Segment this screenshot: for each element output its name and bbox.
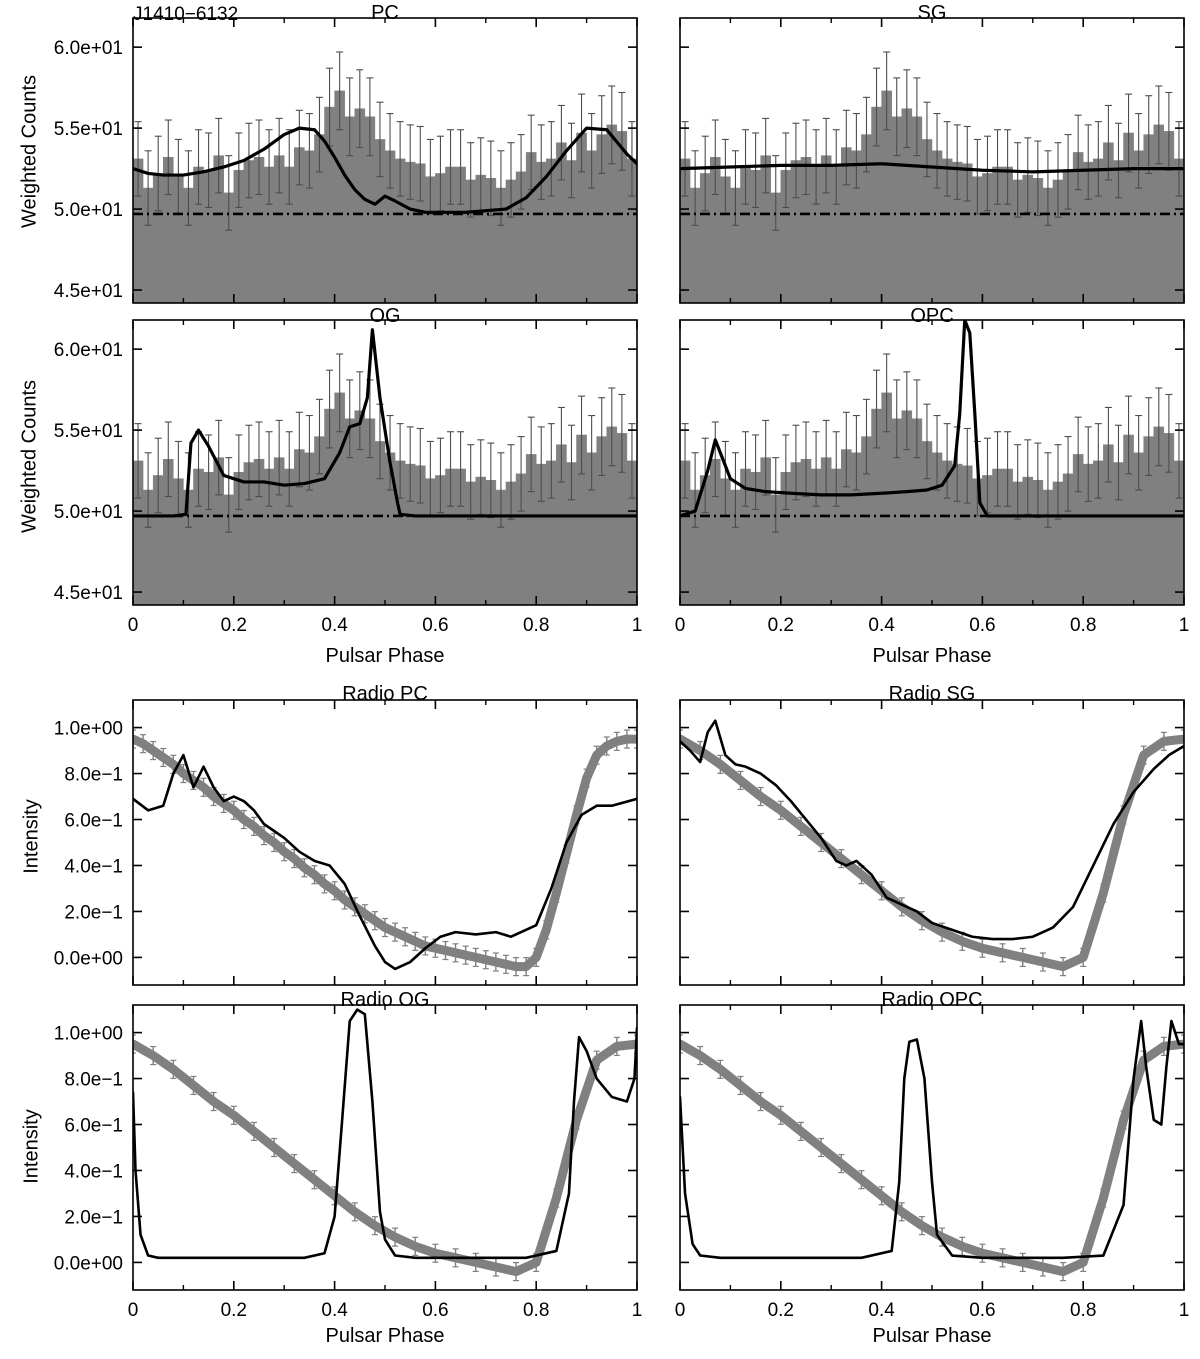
svg-text:0.2: 0.2 (767, 615, 795, 636)
svg-text:1: 1 (1178, 615, 1190, 636)
x-axis-label-right-bottom: Pulsar Phase (872, 1325, 992, 1347)
y-axis-label-intensity-2: Intensity (20, 1109, 43, 1184)
svg-text:5.5e+01: 5.5e+01 (53, 421, 123, 443)
svg-text:2.0e−1: 2.0e−1 (64, 902, 123, 924)
svg-text:4.0e−1: 4.0e−1 (64, 1161, 123, 1183)
svg-text:0: 0 (127, 1300, 139, 1321)
svg-text:1.0e+00: 1.0e+00 (53, 1023, 123, 1045)
svg-text:1.0e+00: 1.0e+00 (53, 718, 123, 740)
x-axis-label-left-top: Pulsar Phase (325, 645, 445, 667)
svg-text:8.0e−1: 8.0e−1 (64, 764, 123, 786)
svg-text:5.0e+01: 5.0e+01 (53, 502, 123, 524)
source-name-label: J1410−6132 (133, 4, 239, 25)
svg-text:0.8: 0.8 (1069, 615, 1097, 636)
svg-text:0.6: 0.6 (422, 1300, 449, 1321)
y-axis-label-counts-1: Weighted Counts (18, 74, 41, 229)
y-axis-label-intensity-1: Intensity (20, 799, 43, 874)
svg-text:4.0e−1: 4.0e−1 (64, 856, 123, 878)
svg-text:0.8: 0.8 (522, 615, 550, 636)
svg-text:1: 1 (631, 1300, 643, 1321)
svg-text:0.4: 0.4 (321, 615, 348, 636)
svg-text:0.6: 0.6 (969, 615, 996, 636)
svg-text:0.4: 0.4 (868, 1300, 895, 1321)
svg-text:8.0e−1: 8.0e−1 (64, 1069, 123, 1091)
x-axis-label-left-bottom: Pulsar Phase (325, 1325, 445, 1347)
svg-text:0.4: 0.4 (321, 1300, 348, 1321)
svg-text:0.8: 0.8 (522, 1300, 550, 1321)
svg-text:6.0e+01: 6.0e+01 (53, 38, 123, 60)
svg-text:4.5e+01: 4.5e+01 (53, 281, 123, 303)
svg-text:0.2: 0.2 (220, 615, 248, 636)
svg-text:4.5e+01: 4.5e+01 (53, 583, 123, 605)
svg-text:6.0e−1: 6.0e−1 (64, 810, 123, 832)
svg-text:0.0e+00: 0.0e+00 (53, 948, 123, 970)
panel-title-pc: PC (371, 2, 399, 24)
svg-text:0.2: 0.2 (220, 1300, 248, 1321)
svg-text:0.8: 0.8 (1069, 1300, 1097, 1321)
panel-title-opc: OPC (910, 305, 954, 327)
svg-text:0.4: 0.4 (868, 615, 895, 636)
svg-text:6.0e+01: 6.0e+01 (53, 340, 123, 362)
panel-title-og: OG (369, 305, 401, 327)
svg-text:1: 1 (631, 615, 643, 636)
svg-text:0: 0 (127, 615, 139, 636)
svg-text:1: 1 (1178, 1300, 1190, 1321)
svg-text:5.0e+01: 5.0e+01 (53, 200, 123, 222)
panel-title-radio-og: Radio OG (340, 989, 430, 1011)
panel-title-radio-pc: Radio PC (342, 683, 428, 705)
svg-text:0.2: 0.2 (767, 1300, 795, 1321)
y-axis-label-counts-2: Weighted Counts (18, 379, 41, 534)
svg-text:5.5e+01: 5.5e+01 (53, 119, 123, 141)
svg-text:0: 0 (674, 615, 686, 636)
svg-text:0: 0 (674, 1300, 686, 1321)
x-axis-label-right-top: Pulsar Phase (872, 645, 992, 667)
panel-title-radio-opc: Radio OPC (881, 989, 983, 1011)
svg-text:6.0e−1: 6.0e−1 (64, 1115, 123, 1137)
panel-title-radio-sg: Radio SG (888, 683, 976, 705)
svg-text:0.6: 0.6 (422, 615, 449, 636)
svg-text:0.6: 0.6 (969, 1300, 996, 1321)
panel-title-sg: SG (917, 2, 947, 24)
svg-text:2.0e−1: 2.0e−1 (64, 1207, 123, 1229)
svg-text:0.0e+00: 0.0e+00 (53, 1253, 123, 1275)
